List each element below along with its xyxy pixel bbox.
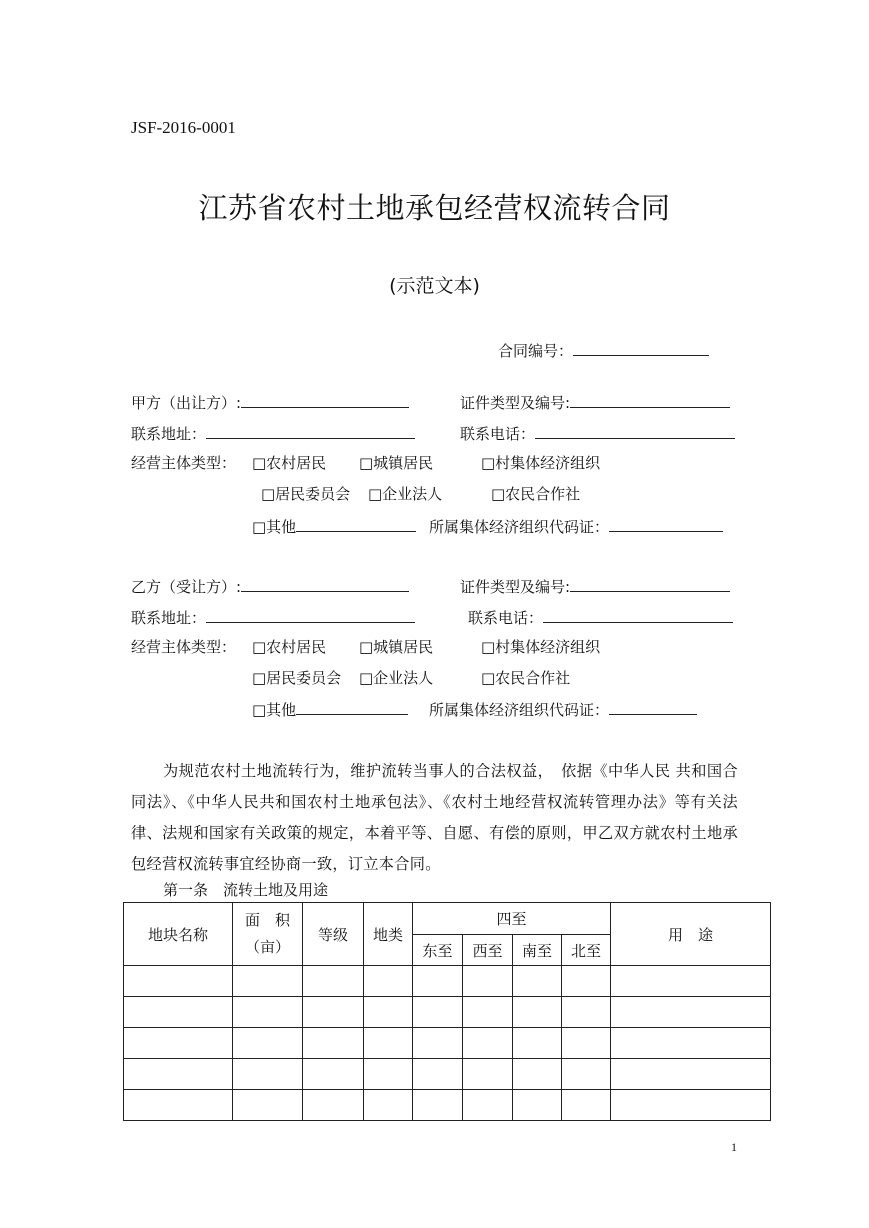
party-b-other-field[interactable]: [296, 697, 408, 715]
article-1-heading: 第一条 流转土地及用途: [163, 881, 329, 899]
table-cell[interactable]: [124, 1059, 233, 1090]
party-b-opt-village-collective[interactable]: □村集体经济组织: [481, 638, 601, 656]
party-a-name-row: [131, 390, 409, 413]
header-east: 东至: [413, 935, 463, 966]
party-a-name-field[interactable]: [241, 390, 409, 408]
party-b-type-label: 经营主体类型：: [131, 638, 237, 656]
party-a-opt-enterprise[interactable]: □企业法人: [368, 485, 443, 503]
header-area: [233, 903, 303, 966]
table-cell[interactable]: [562, 1090, 611, 1121]
party-a-id-row: [460, 390, 730, 413]
party-b-phone-field[interactable]: [543, 605, 733, 623]
table-header-row-1: [124, 903, 771, 935]
party-a-opt-other[interactable]: □其他: [252, 518, 297, 536]
party-a-other-field[interactable]: [296, 514, 416, 532]
table-cell[interactable]: [233, 997, 303, 1028]
party-b-opt-other[interactable]: □其他: [252, 701, 297, 719]
document-id: JSF-2016-0001: [131, 118, 236, 137]
party-a-id-field[interactable]: [570, 390, 730, 408]
header-area-line1: 面 积: [244, 911, 290, 929]
table-cell[interactable]: [233, 1028, 303, 1059]
table-cell[interactable]: [124, 997, 233, 1028]
party-b-address-row: [131, 605, 415, 628]
table-cell[interactable]: [124, 1090, 233, 1121]
party-b-opt-enterprise[interactable]: □企业法人: [359, 669, 434, 687]
table-cell[interactable]: [463, 1059, 513, 1090]
party-a-id-label: 证件类型及编号:: [460, 394, 571, 412]
table-cell[interactable]: [513, 1028, 562, 1059]
table-cell[interactable]: [364, 1090, 413, 1121]
party-a-other-row: [252, 514, 416, 537]
party-a-address-field[interactable]: [206, 421, 415, 439]
header-south: 南至: [513, 935, 562, 966]
table-cell[interactable]: [413, 997, 463, 1028]
table-cell[interactable]: [611, 997, 771, 1028]
contract-number-field[interactable]: [573, 338, 709, 356]
table-cell[interactable]: [413, 1090, 463, 1121]
table-cell[interactable]: [364, 1059, 413, 1090]
table-cell[interactable]: [413, 1059, 463, 1090]
table-cell[interactable]: [303, 997, 364, 1028]
party-a-address-row: [131, 421, 415, 444]
party-a-opt-urban[interactable]: □城镇居民: [359, 454, 434, 472]
party-a-opt-residents-committee[interactable]: □居民委员会: [261, 485, 351, 503]
party-a-org-code-field[interactable]: [609, 514, 723, 532]
table-cell[interactable]: [303, 1059, 364, 1090]
header-grade: 等级: [303, 903, 364, 966]
contract-subtitle: (示范文本): [389, 275, 480, 297]
party-b-org-code-field[interactable]: [609, 697, 697, 715]
table-cell[interactable]: [463, 966, 513, 997]
page-number: 1: [731, 1140, 737, 1154]
party-b-org-code-row: [429, 697, 697, 720]
table-cell[interactable]: [562, 997, 611, 1028]
party-b-org-code-label: 所属集体经济组织代码证：: [429, 701, 610, 719]
table-cell[interactable]: [562, 966, 611, 997]
contract-title: 江苏省农村土地承包经营权流转合同: [198, 191, 671, 225]
table-cell[interactable]: [463, 997, 513, 1028]
party-b-other-row: [252, 697, 408, 720]
table-cell[interactable]: [611, 966, 771, 997]
party-b-address-label: 联系地址：: [131, 609, 207, 627]
table-cell[interactable]: [463, 1028, 513, 1059]
party-b-id-row: [460, 574, 730, 597]
party-b-name-field[interactable]: [241, 574, 409, 592]
header-land-type: 地类: [364, 903, 413, 966]
table-cell[interactable]: [303, 1090, 364, 1121]
table-row: [124, 1059, 771, 1090]
preamble-paragraph: 为规范农村土地流转行为，维护流转当事人的合法权益， 依据《中华人民 共和国合同法》、《中华人民共和国农村土地承包法》、《农村土地经营权流转管理办法》等有关法律、法规和国家有关政策的规定，本着平等、自愿、有偿的原则，甲乙双方就农村土地承包经营权流转事宜经协商一致，订立本合同。: [131, 762, 738, 873]
party-a-org-code-row: [429, 514, 723, 537]
table-cell[interactable]: [413, 966, 463, 997]
party-b-opt-coop[interactable]: □农民合作社: [481, 669, 571, 687]
table-cell[interactable]: [364, 966, 413, 997]
table-cell[interactable]: [124, 1028, 233, 1059]
table-cell[interactable]: [303, 1028, 364, 1059]
table-cell[interactable]: [463, 1090, 513, 1121]
party-a-name-label: 甲方（出让方）:: [131, 394, 242, 412]
party-a-opt-village-collective[interactable]: □村集体经济组织: [481, 454, 601, 472]
contract-number-row: [498, 338, 709, 361]
table-row: [124, 997, 771, 1028]
party-b-opt-rural[interactable]: □农村居民: [252, 638, 327, 656]
header-parcel: 地块名称: [124, 903, 233, 966]
table-cell[interactable]: [562, 1059, 611, 1090]
table-cell[interactable]: [611, 1028, 771, 1059]
table-cell[interactable]: [513, 1059, 562, 1090]
table-cell[interactable]: [513, 966, 562, 997]
header-area-line2: （亩）: [244, 938, 290, 956]
header-west: 西至: [463, 935, 513, 966]
table-cell[interactable]: [513, 1090, 562, 1121]
party-b-address-field[interactable]: [206, 605, 415, 623]
table-cell[interactable]: [303, 966, 364, 997]
party-b-opt-urban[interactable]: □城镇居民: [359, 638, 434, 656]
table-cell[interactable]: [413, 1028, 463, 1059]
table-cell[interactable]: [124, 966, 233, 997]
table-cell[interactable]: [233, 1090, 303, 1121]
table-cell[interactable]: [364, 1028, 413, 1059]
party-b-name-row: [131, 574, 409, 597]
party-a-opt-coop[interactable]: □农民合作社: [491, 485, 581, 503]
party-b-phone-row: [468, 605, 733, 628]
header-boundaries: 四至: [413, 903, 611, 935]
header-north: 北至: [562, 935, 611, 966]
table-cell[interactable]: [364, 997, 413, 1028]
table-cell[interactable]: [611, 1059, 771, 1090]
party-b-name-label: 乙方（受让方）:: [131, 578, 242, 596]
party-a-type-label: 经营主体类型：: [131, 454, 237, 472]
party-a-opt-rural[interactable]: □农村居民: [252, 454, 327, 472]
table-row: [124, 1028, 771, 1059]
header-use: 用 途: [611, 903, 771, 966]
party-a-phone-label: 联系电话：: [460, 425, 536, 443]
party-b-id-field[interactable]: [570, 574, 730, 592]
party-b-id-label: 证件类型及编号:: [460, 578, 571, 596]
table-cell[interactable]: [611, 1090, 771, 1121]
party-a-phone-field[interactable]: [535, 421, 735, 439]
party-a-address-label: 联系地址：: [131, 425, 207, 443]
table-cell[interactable]: [562, 1028, 611, 1059]
party-a-org-code-label: 所属集体经济组织代码证：: [429, 518, 610, 536]
contract-number-label: 合同编号：: [498, 342, 574, 360]
table-cell[interactable]: [513, 997, 562, 1028]
party-a-phone-row: [460, 421, 735, 444]
table-cell[interactable]: [233, 966, 303, 997]
party-b-opt-residents-committee[interactable]: □居民委员会: [252, 669, 342, 687]
table-cell[interactable]: [233, 1059, 303, 1090]
table-row: [124, 966, 771, 997]
table-row: [124, 1090, 771, 1121]
land-table: [123, 902, 771, 1121]
party-b-phone-label: 联系电话：: [468, 609, 544, 627]
